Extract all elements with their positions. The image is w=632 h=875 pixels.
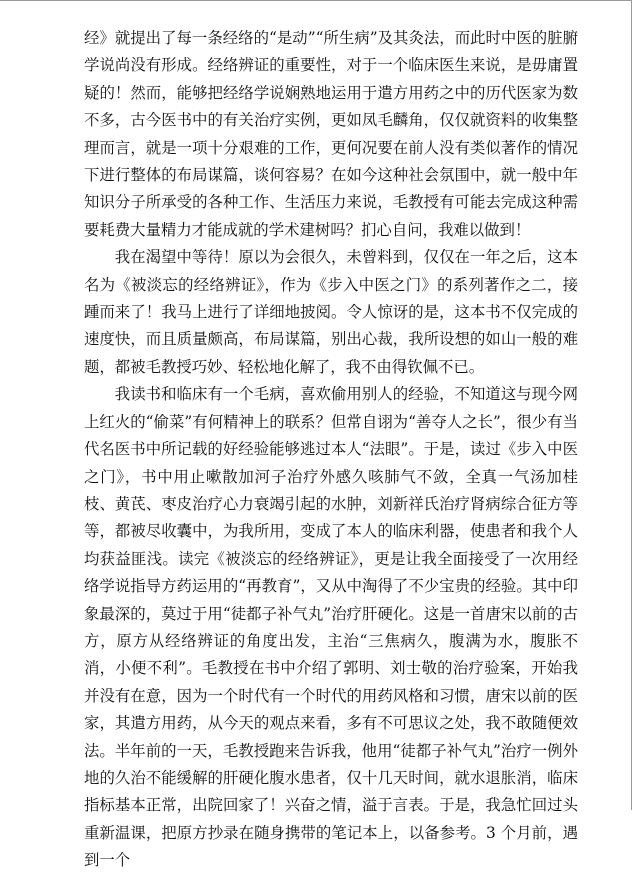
paragraph-2: 我在渴望中等待！原以为会很久，未曾料到，仅仅在一年之后，这本名为《被淡忘的经络辨证》，作为《步入中医之门》的系列著作之二，接踵而来了！我马上进行了详细地披阅。令人惊讶的是，这本书不仅完成的速度快，而且质量颇高，布局谋篇，别出心裁，我所设想的如山一般的难题，都被毛教授巧妙、轻松地化解了，我不由得钦佩不已。 <box>84 248 578 376</box>
paragraph-3: 我读书和临床有一个毛病，喜欢偷用别人的经验，不知道这与现今网上红火的“偷菜”有何精神上的联系？但常自诩为“善夺人之长”，很少有当代名医书中所记载的好经验能够逃过本人“法眼”。于是，读过《步入中医之门》，书中用止嗽散加河子治疗外感久咳肺气不敛，全真一气汤加桂枝、黄芪、枣皮治疗心力衰竭引起的水肿，刘新祥氏治疗肾病综合征方等等，都被尽收囊中，为我所用，变成了本人的临床利器，使患者和我个人均获益匪浅。读完《被淡忘的经络辨证》，更是让我全面接受了一次用经络学说指导方药运用的“再教育”，又从中淘得了不少宝贵的经验。其中印象最深的，莫过于用“徒都子补气丸”治疗肝硬化。这是一首唐宋以前的古方，原方从经络辨证的角度出发，主治“三焦病久，腹满为水，腹胀不消，小便不利”。毛教授在书中介绍了郭明、刘士敬的治疗验案，开始我并没有在意，因为一个时代有一个时代的用药风格和习惯，唐宋以前的医家，其遣方用药，从今天的观点来看，多有不可思议之处，我不敢随便效法。半年前的一天，毛教授跑来告诉我，他用“徒都子补气丸”治疗一例外地的久治不能缓解的肝硬化腹水患者，仅十几天时间，就水退胀消，临床指标基本正常，出院回家了！兴奋之情，溢于言表。于是，我急忙回过头重新温课，把原方抄录在随身携带的笔记本上，以备参考。3 个月前，遇到一个 <box>84 385 578 870</box>
paragraph-1: 经》就提出了每一条经络的“是动”“所生病”及其灸法，而此时中医的脏腑学说尚没有形成。经络辨证的重要性，对于一个临床医生来说，是毋庸置疑的！然而，能够把经络学说娴熟地运用于遣方用药之中的历代医家为数不多，古今医书中的有关治疗实例，更如凤毛麟角，仅仅就资料的收集整理而言，就是一项十分艰难的工作，更何况要在前人没有类似著作的情况下进行整体的布局谋篇，谈何容易？在如今这种社会氛围中，就一般中年知识分子所承受的各种工作、生活压力来说，毛教授有可能去完成这种需要耗费大量精力才能成就的学术建树吗？扪心自问，我难以做到！ <box>84 29 578 239</box>
body-text <box>84 25 578 875</box>
